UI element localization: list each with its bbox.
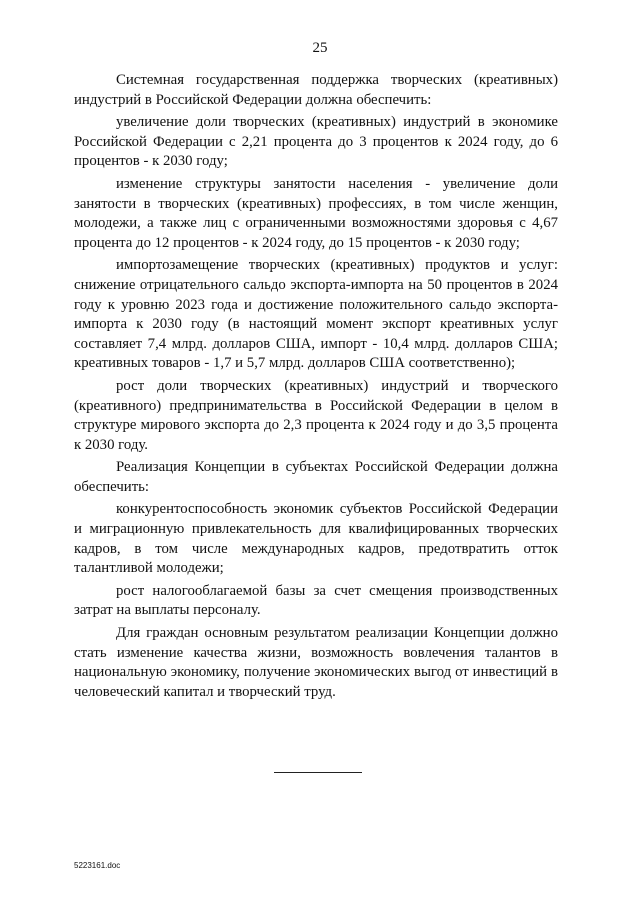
paragraph: конкурентоспособность экономик субъектов Российской Федерации и миграционную привлекательность для квалифицированных творческих кадров, в том числе международных кадров, предотвратить отток талантливой молодежи; (74, 501, 558, 577)
paragraph: Системная государственная поддержка творческих (креативных) индустрий в Российской Федерации должна обеспечить: (74, 72, 558, 108)
paragraph: Реализация Концепции в субъектах Российской Федерации должна обеспечить: (74, 459, 558, 495)
paragraph: импортозамещение творческих (креативных) продуктов и услуг: снижение отрицательного сальдо экспорта-импорта на 50 процентов в 2024 году к уровню 2023 года и достижение положительного сальдо экспорта-импорта к 2030 году (в настоящий момент экспорт креативных услуг составляет 7,4 млрд. долларов США, импорт - 10,4 млрд. долларов США; креативных товаров - 1,7 и 5,7 млрд. долларов США соответственно); (74, 257, 558, 372)
paragraph: рост налогооблагаемой базы за счет смещения производственных затрат на выплаты персоналу. (74, 582, 558, 619)
paragraph: Для граждан основным результатом реализации Концепции должно стать изменение качества жизни, возможность вовлечения талантов в национальную экономику, получение экономических выгод от инвестиций в человеческий капитал и творческий труд. (74, 625, 558, 700)
end-divider (274, 772, 362, 773)
footer-filename: 5223161.doc (74, 861, 121, 870)
document-body (74, 71, 558, 702)
paragraph: рост доли творческих (креативных) индустрий и творческого (креативного) предпринимательства в Российской Федерации в целом в структуре мирового экспорта до 2,3 процента к 2024 году и до 3,5 процента к 2030 году. (74, 377, 558, 453)
paragraph: изменение структуры занятости населения - увеличение доли занятости в творческих (креативных) профессиях, в том числе женщин, молодежи, а также лиц с ограниченными возможностями здоровья с 4,67 процента до 12 процентов - к 2024 году, до 15 процентов - к 2030 году; (74, 175, 558, 251)
paragraph: увеличение доли творческих (креативных) индустрий в экономике Российской Федерации с 2,21 процента до 3 процентов к 2024 году, до 6 процентов - к 2030 году; (74, 114, 558, 170)
page-number: 25 (312, 40, 328, 56)
